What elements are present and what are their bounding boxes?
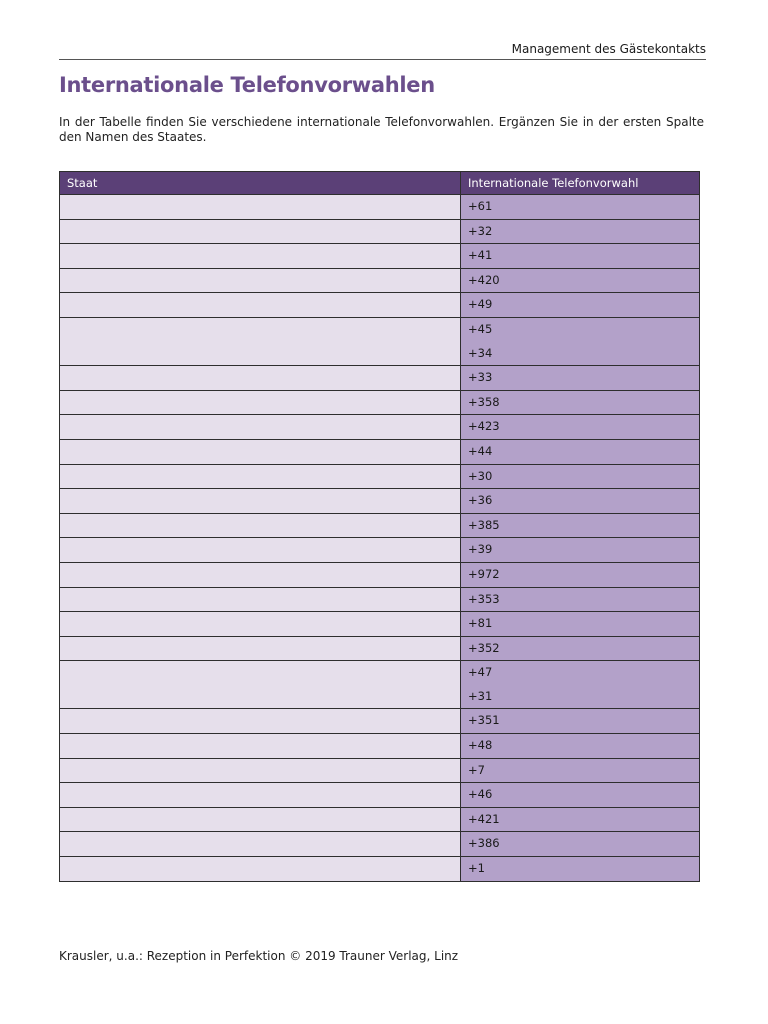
dialing-code: +33 [468,370,493,385]
dialing-code-cell [461,268,700,293]
table-row [60,244,700,269]
table-row [60,562,700,587]
dialing-code-cell [461,366,700,391]
dialing-code: +30 [468,468,493,483]
dialing-code-cell [461,390,700,415]
dialing-code: +61 [468,199,493,213]
dialing-code: +1 [468,861,485,876]
dialing-codes-table [59,171,700,882]
dialing-code: +48 [468,738,493,753]
dialing-code: +385 [468,517,500,532]
dialing-code: +32 [468,223,493,238]
dialing-code-cell [461,317,700,365]
dialing-code-cell [461,244,700,269]
table-row [60,439,700,464]
state-cell[interactable] [60,562,461,587]
dialing-code-cell [461,587,700,612]
running-header [59,40,706,60]
state-cell[interactable] [60,195,461,220]
dialing-code-cell [461,758,700,783]
dialing-code: +44 [468,443,493,458]
table-header-row [60,172,700,195]
dialing-code: +386 [468,836,500,851]
dialing-code: +49 [468,297,493,312]
intro-text: In der Tabelle finden Sie verschiedene internationale Telefonvorwahlen. Ergänzen Sie in der ersten Spalte den Namen des Staates. [59,115,704,144]
state-cell[interactable] [60,489,461,514]
state-cell[interactable] [60,317,461,365]
state-cell[interactable] [60,244,461,269]
dialing-code: +46 [468,787,493,802]
table-row [60,489,700,514]
state-cell[interactable] [60,832,461,857]
table-row [60,783,700,808]
state-cell[interactable] [60,366,461,391]
dialing-code-cell [461,538,700,563]
dialing-code-cell [461,489,700,514]
dialing-code-cell [461,832,700,857]
state-cell[interactable] [60,783,461,808]
dialing-code-cell [461,464,700,489]
dialing-code-cell [461,219,700,244]
table-row [60,293,700,318]
table-row [60,390,700,415]
dialing-code: +7 [468,762,485,777]
table-row [60,317,700,365]
state-cell[interactable] [60,293,461,318]
table-row [60,734,700,759]
dialing-code: +353 [468,591,500,606]
dialing-code: +972 [468,566,500,581]
state-cell[interactable] [60,415,461,440]
dialing-code: +351 [468,713,500,728]
table-row [60,195,700,220]
table-row [60,587,700,612]
dialing-code-cell [461,439,700,464]
dialing-code: +36 [468,493,493,508]
dialing-code-cell [461,709,700,734]
table-row [60,219,700,244]
state-cell[interactable] [60,734,461,759]
dialing-code: +39 [468,542,493,557]
column-header-code: Internationale Telefonvorwahl [461,172,700,195]
page-title: Internationale Telefonvorwahlen [59,73,435,97]
dialing-code: +423 [468,419,500,434]
table-row [60,464,700,489]
state-cell[interactable] [60,268,461,293]
running-header-text: Management des Gästekontakts [511,42,706,56]
dialing-code-cell [461,293,700,318]
table-row [60,857,700,882]
state-cell[interactable] [60,661,461,709]
dialing-code: +45 [468,321,493,336]
table-row [60,538,700,563]
state-cell[interactable] [60,538,461,563]
table-row [60,636,700,661]
table-row [60,612,700,637]
dialing-code-cell [461,562,700,587]
dialing-code: +421 [468,811,500,826]
table-row [60,709,700,734]
state-cell[interactable] [60,807,461,832]
dialing-code: +358 [468,394,500,409]
table-row [60,268,700,293]
state-cell[interactable] [60,612,461,637]
state-cell[interactable] [60,439,461,464]
dialing-code-cell [461,807,700,832]
dialing-code-cell [461,734,700,759]
dialing-code: +47 [468,665,493,680]
dialing-code: +41 [468,248,493,263]
state-cell[interactable] [60,857,461,882]
state-cell[interactable] [60,513,461,538]
table-row [60,415,700,440]
table-row [60,661,700,709]
state-cell[interactable] [60,390,461,415]
dialing-code-cell [461,415,700,440]
state-cell[interactable] [60,758,461,783]
table-row [60,513,700,538]
dialing-code-cell [461,857,700,882]
table-row [60,366,700,391]
dialing-code-cell [461,195,700,220]
state-cell[interactable] [60,219,461,244]
state-cell[interactable] [60,709,461,734]
dialing-code: +81 [468,616,493,631]
dialing-code-cell [461,783,700,808]
dialing-code: +31 [468,688,493,703]
state-cell[interactable] [60,464,461,489]
footer-citation: Krausler, u.a.: Rezeption in Perfektion © 2019 Trauner Verlag, Linz [59,949,459,963]
dialing-code-cell [461,612,700,637]
table-body [60,195,700,882]
dialing-code-cell [461,661,700,709]
dialing-code-cell [461,636,700,661]
table-row [60,832,700,857]
column-header-state: Staat [60,172,461,195]
state-cell[interactable] [60,587,461,612]
dialing-code: +352 [468,640,500,655]
state-cell[interactable] [60,636,461,661]
dialing-code-cell [461,513,700,538]
dialing-code: +420 [468,272,500,287]
table-row [60,758,700,783]
dialing-code: +34 [468,345,493,360]
table-row [60,807,700,832]
